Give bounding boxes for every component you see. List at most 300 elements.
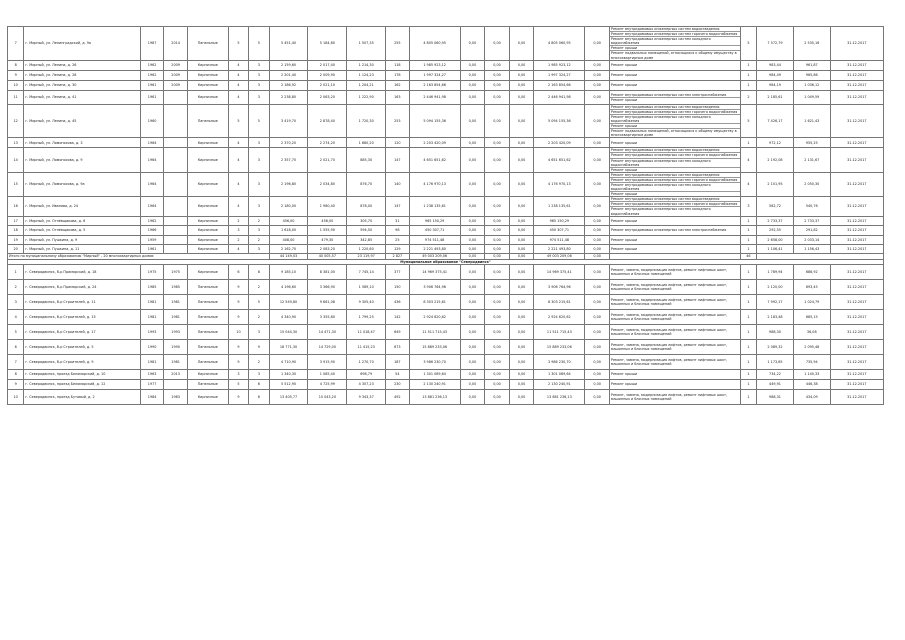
- works-list-cell: [609, 80, 740, 90]
- premises-area-cell: 4 725,99: [308, 379, 347, 389]
- works-list-cell: [609, 324, 740, 339]
- table-row: [8, 339, 884, 354]
- wall-material-cell: Кирпичные: [187, 369, 228, 379]
- limit-cost-cell: 540,76: [793, 197, 830, 216]
- work-item: Ремонт внутридомовых инженерных систем электроснабжения: [610, 93, 740, 98]
- living-area-cell: 1 680,20: [347, 138, 386, 148]
- row-number-cell: 8: [8, 369, 24, 379]
- wall-material-cell: Панельные: [187, 309, 228, 324]
- completion-date-cell: 31.12.2017: [830, 264, 883, 279]
- other-share-cell: 0,00: [585, 148, 610, 172]
- limit-cost-cell: 1 140,33: [793, 369, 830, 379]
- entrances-cell: 6: [249, 379, 269, 389]
- other-share-cell: 0,00: [585, 264, 610, 279]
- unit-cost-cell: 983,44: [757, 60, 794, 70]
- total-area-cell: 2 162,70: [269, 244, 308, 253]
- floors-cell: 4: [228, 80, 248, 90]
- residents-cell: 163: [386, 90, 410, 104]
- limit-cost-cell: 1 024,79: [793, 294, 830, 309]
- floors-cell: 9: [228, 389, 248, 404]
- other-share-cell: 0,00: [585, 138, 610, 148]
- fund-share-cell: 0,00: [460, 60, 485, 70]
- living-area-cell: 11 415,23: [347, 339, 386, 354]
- address-cell: г. Мирный, ул. Иванова, д. 24: [24, 197, 141, 216]
- premises-area-cell: 14 471,30: [308, 324, 347, 339]
- row-number-cell: 12: [8, 104, 24, 138]
- other-share-cell: 0,00: [585, 197, 610, 216]
- year-built-cell: 1962: [140, 60, 164, 70]
- year-built-cell: 1963: [140, 369, 164, 379]
- wall-material-cell: Кирпичные: [187, 172, 228, 196]
- work-item: Ремонт крыши: [610, 218, 638, 223]
- residents-cell: 31: [386, 216, 410, 225]
- completion-date-cell: 31.12.2017: [830, 244, 883, 253]
- row-number-cell: 7: [8, 354, 24, 369]
- local-share-cell: 0,00: [509, 172, 534, 196]
- year-built-cell: 1964: [140, 148, 164, 172]
- table-row: [8, 148, 884, 172]
- completion-date-cell: 31.12.2017: [830, 294, 883, 309]
- regional-share-cell: 0,00: [485, 225, 510, 235]
- works-list-cell: [609, 339, 740, 354]
- table-row: [8, 324, 884, 339]
- work-item: Ремонт крыши: [610, 140, 638, 145]
- address-cell: г. Мирный, ул. Ломоносова, д. 9а: [24, 172, 141, 196]
- other-share-cell: 0,00: [585, 90, 610, 104]
- regional-share-cell: 0,00: [485, 104, 510, 138]
- regional-share-cell: 0,00: [485, 27, 510, 61]
- regional-share-cell: 0,00: [485, 279, 510, 294]
- works-count-cell: 1: [740, 244, 756, 253]
- work-item: Ремонт крыши: [610, 97, 638, 102]
- floors-cell: 4: [228, 70, 248, 80]
- total-cost-cell: 15 889 233,06: [409, 339, 460, 354]
- total-area-cell: 2 370,20: [269, 138, 308, 148]
- fund-share-cell: 0,00: [460, 309, 485, 324]
- total-area-cell: 2 238,80: [269, 90, 308, 104]
- address-cell: г. Мирный, ул. Ломоносова, д. 3: [24, 138, 141, 148]
- total-area-cell: 4 710,90: [269, 354, 308, 369]
- work-item: Ремонт, замена, модернизация лифтов, ремонт лифтовых шахт, машинных и блочных помещений: [610, 342, 728, 351]
- residents-cell: 673: [386, 339, 410, 354]
- wall-material-cell: Кирпичные: [187, 90, 228, 104]
- wall-material-cell: Кирпичные: [187, 148, 228, 172]
- address-cell: г. Северодвинск, б-р Строителей, д. 15: [24, 309, 141, 324]
- local-share-cell: 0,00: [509, 216, 534, 225]
- works-list-cell: [609, 235, 740, 244]
- year-repair-cell: 1981: [164, 354, 188, 369]
- floors-cell: 4: [228, 60, 248, 70]
- entrances-cell: 3: [249, 70, 269, 80]
- total-cost-cell: 1 985 923,12: [409, 60, 460, 70]
- address-cell: г. Мирный, ул. Ленина, д. 41: [24, 90, 141, 104]
- floors-cell: 9: [228, 294, 248, 309]
- wall-material-cell: Кирпичные: [187, 216, 228, 225]
- residents-cell: 147: [386, 148, 410, 172]
- works-list-cell: [609, 389, 740, 404]
- year-built-cell: 1961: [140, 244, 164, 253]
- total-cnt-cell: 46: [740, 253, 756, 259]
- year-repair-cell: 1985: [164, 279, 188, 294]
- other-share-cell: 0,00: [585, 216, 610, 225]
- year-repair-cell: [164, 197, 188, 216]
- residents-cell: 492: [386, 389, 410, 404]
- owners-share-cell: 974 511,48: [534, 235, 585, 244]
- address-cell: г. Северодвинск, б-р Строителей, д. 5: [24, 339, 141, 354]
- limit-cost-cell: 2 050,30: [793, 172, 830, 196]
- unit-cost-cell: 984,19: [757, 80, 794, 90]
- year-built-cell: 1987: [140, 27, 164, 61]
- year-built-cell: 1981: [140, 294, 164, 309]
- table-row: [8, 244, 884, 253]
- local-share-cell: 0,00: [509, 197, 534, 216]
- fund-share-cell: 0,00: [460, 235, 485, 244]
- row-number-cell: 10: [8, 389, 24, 404]
- unit-cost-cell: 2 192,08: [757, 148, 794, 172]
- completion-date-cell: 31.12.2017: [830, 60, 883, 70]
- works-count-cell: 1: [740, 138, 756, 148]
- year-built-cell: 1964: [140, 172, 164, 196]
- residents-cell: 118: [386, 60, 410, 70]
- wall-material-cell: Кирпичные: [187, 80, 228, 90]
- work-item: Ремонт крыши: [610, 167, 638, 172]
- floors-cell: 4: [228, 244, 248, 253]
- table-row: [8, 279, 884, 294]
- work-item: Ремонт, замена, модернизация лифтов, ремонт лифтовых шахт, машинных и блочных помещений: [610, 312, 728, 321]
- table-row: [8, 138, 884, 148]
- residents-cell: 129: [386, 244, 410, 253]
- unit-cost-cell: 7 426,17: [757, 104, 794, 138]
- floors-cell: 2: [228, 235, 248, 244]
- work-item: Ремонт внутридомовых инженерных систем холодного водоснабжения: [610, 159, 740, 168]
- completion-date-cell: 31.12.2017: [830, 197, 883, 216]
- work-item: Ремонт внутридомовых инженерных систем водоотведения: [610, 148, 740, 153]
- floors-cell: 4: [228, 197, 248, 216]
- limit-cost-cell: 2 033,14: [793, 235, 830, 244]
- premises-area-cell: 2 034,80: [308, 172, 347, 196]
- works-count-cell: 1: [740, 294, 756, 309]
- living-area-cell: 876,70: [347, 172, 386, 196]
- total-cost-cell: 974 511,48: [409, 235, 460, 244]
- year-repair-cell: 2009: [164, 60, 188, 70]
- works-count-cell: 3: [740, 197, 756, 216]
- wall-material-cell: Панельные: [187, 279, 228, 294]
- year-repair-cell: [164, 216, 188, 225]
- regional-share-cell: 0,00: [485, 235, 510, 244]
- total-area-cell: 15 044,30: [269, 324, 308, 339]
- fund-share-cell: 0,00: [460, 90, 485, 104]
- work-item: Ремонт, замена, модернизация лифтов, ремонт лифтовых шахт, машинных и блочных помещений: [610, 327, 728, 336]
- work-item: Ремонт, замена, модернизация лифтов, ремонт лифтовых шахт, машинных и блочных помещений: [610, 267, 728, 276]
- works-list-cell: [609, 369, 740, 379]
- work-item: Ремонт крыши: [610, 372, 638, 377]
- total-a2-cell: 40 005,57: [308, 253, 347, 259]
- total-s3-cell: 0,00: [509, 253, 534, 259]
- entrances-cell: 3: [249, 225, 269, 235]
- premises-area-cell: 456,00: [308, 216, 347, 225]
- other-share-cell: 0,00: [585, 294, 610, 309]
- total-cost-cell: 4 176 970,13: [409, 172, 460, 196]
- table-row: [8, 225, 884, 235]
- works-list-cell: [609, 309, 740, 324]
- entrances-cell: 6: [249, 389, 269, 404]
- residents-cell: 187: [386, 354, 410, 369]
- total-cost-cell: 1 301 089,64: [409, 369, 460, 379]
- year-built-cell: 1962: [140, 70, 164, 80]
- unit-cost-cell: 582,72: [757, 197, 794, 216]
- premises-area-cell: 14 729,00: [308, 339, 347, 354]
- year-repair-cell: 1990: [164, 339, 188, 354]
- work-item: Ремонт, замена, модернизация лифтов, ремонт лифтовых шахт, машинных и блочных помещений: [610, 357, 728, 366]
- table-row: [8, 379, 884, 389]
- completion-date-cell: 31.12.2017: [830, 354, 883, 369]
- fund-share-cell: 0,00: [460, 354, 485, 369]
- row-number-cell: 4: [8, 309, 24, 324]
- regional-share-cell: 0,00: [485, 354, 510, 369]
- unit-cost-cell: 292,55: [757, 225, 794, 235]
- year-repair-cell: 1975: [164, 264, 188, 279]
- year-repair-cell: 1983: [164, 389, 188, 404]
- owners-share-cell: 2 446 941,98: [534, 90, 585, 104]
- total-cost-cell: 4 805 060,95: [409, 27, 460, 61]
- address-cell: г. Северодвинск, б-р Приморский, д. 24: [24, 279, 141, 294]
- owners-share-cell: 14 969 375,41: [534, 264, 585, 279]
- unit-cost-cell: 1 106,41: [757, 244, 794, 253]
- limit-cost-cell: 961,87: [793, 60, 830, 70]
- other-share-cell: 0,00: [585, 369, 610, 379]
- total-area-cell: 3 419,70: [269, 104, 308, 138]
- unit-cost-cell: 7 992,17: [757, 294, 794, 309]
- fund-share-cell: 0,00: [460, 369, 485, 379]
- floors-cell: 3: [228, 225, 248, 235]
- row-number-cell: 15: [8, 172, 24, 196]
- entrances-cell: 3: [249, 324, 269, 339]
- completion-date-cell: 31.12.2017: [830, 235, 883, 244]
- address-cell: г. Мирный, ул. Ломоносова, д. 9: [24, 148, 141, 172]
- residents-cell: 436: [386, 294, 410, 309]
- address-cell: г. Северодвинск, б-р Строителей, д. 11: [24, 294, 141, 309]
- works-list-cell: [609, 90, 740, 104]
- local-share-cell: 0,00: [509, 294, 534, 309]
- living-area-cell: 594,50: [347, 225, 386, 235]
- total-cost-cell: 5 094 155,36: [409, 104, 460, 138]
- work-item: Ремонт крыши: [610, 246, 638, 251]
- premises-area-cell: 2 021,70: [308, 148, 347, 172]
- entrances-cell: 2: [249, 279, 269, 294]
- work-item: Ремонт крыши: [610, 192, 638, 197]
- limit-cost-cell: 735,94: [793, 354, 830, 369]
- year-built-cell: 1990: [140, 339, 164, 354]
- year-repair-cell: 1981: [164, 309, 188, 324]
- works-count-cell: 1: [740, 339, 756, 354]
- wall-material-cell: Кирпичные: [187, 138, 228, 148]
- wall-material-cell: Панельные: [187, 294, 228, 309]
- fund-share-cell: 0,00: [460, 294, 485, 309]
- floors-cell: 4: [228, 172, 248, 196]
- table-row: [8, 216, 884, 225]
- completion-date-cell: 31.12.2017: [830, 90, 883, 104]
- completion-date-cell: 31.12.2017: [830, 104, 883, 138]
- year-built-cell: 1959: [140, 235, 164, 244]
- work-item: Ремонт внутридомовых инженерных систем холодного водоснабжения: [610, 183, 740, 192]
- local-share-cell: 0,00: [509, 309, 534, 324]
- table-row: [8, 309, 884, 324]
- local-share-cell: 0,00: [509, 148, 534, 172]
- residents-cell: 253: [386, 104, 410, 138]
- completion-date-cell: 31.12.2017: [830, 389, 883, 404]
- works-list-cell: [609, 244, 740, 253]
- works-count-cell: 1: [740, 309, 756, 324]
- works-count-cell: 4: [740, 172, 756, 196]
- floors-cell: 5: [228, 379, 248, 389]
- works-list-cell: [609, 60, 740, 70]
- total-area-cell: 2 180,00: [269, 197, 308, 216]
- year-built-cell: 1984: [140, 389, 164, 404]
- total-a1-cell: 44 149,03: [269, 253, 308, 259]
- works-list-cell: [609, 70, 740, 80]
- row-number-cell: 20: [8, 244, 24, 253]
- row-number-cell: 9: [8, 379, 24, 389]
- address-cell: г. Северодвинск, б-р Строителей, д. 17: [24, 324, 141, 339]
- wall-material-cell: Кирпичные: [187, 225, 228, 235]
- total-cost-cell: 1 997 324,27: [409, 70, 460, 80]
- total-s2-cell: 0,00: [485, 253, 510, 259]
- completion-date-cell: 31.12.2017: [830, 27, 883, 61]
- address-cell: г. Северодвинск, б-р Строителей, д. 9: [24, 354, 141, 369]
- work-item: Ремонт внутридомовых инженерных систем горячего водоснабжения: [610, 153, 740, 158]
- regional-share-cell: 0,00: [485, 197, 510, 216]
- row-number-cell: 9: [8, 70, 24, 80]
- address-cell: г. Мирный, ул. Пушкина, д. 11: [24, 244, 141, 253]
- local-share-cell: 0,00: [509, 80, 534, 90]
- premises-area-cell: 3 915,90: [308, 354, 347, 369]
- limit-cost-cell: 291,82: [793, 225, 830, 235]
- total-a3-cell: 23 119,97: [347, 253, 386, 259]
- regional-share-cell: 0,00: [485, 244, 510, 253]
- works-count-cell: 1: [740, 216, 756, 225]
- unit-cost-cell: 1 789,94: [757, 264, 794, 279]
- address-cell: г. Мирный, ул. Ленина, д. 45: [24, 104, 141, 138]
- year-repair-cell: [164, 379, 188, 389]
- premises-area-cell: 10 043,20: [308, 389, 347, 404]
- wall-material-cell: Кирпичные: [187, 70, 228, 80]
- row-number-cell: 14: [8, 148, 24, 172]
- regional-share-cell: 0,00: [485, 148, 510, 172]
- unit-cost-cell: 988,30: [757, 324, 794, 339]
- other-share-cell: 0,00: [585, 235, 610, 244]
- address-cell: г. Мирный, ул. Пушкина, д. 9: [24, 235, 141, 244]
- entrances-cell: 3: [249, 244, 269, 253]
- owners-share-cell: 4 651 651,62: [534, 148, 585, 172]
- row-number-cell: 13: [8, 138, 24, 148]
- regional-share-cell: 0,00: [485, 379, 510, 389]
- unit-cost-cell: 1 173,85: [757, 354, 794, 369]
- works-list-cell: [609, 104, 740, 138]
- year-built-cell: 1977: [140, 379, 164, 389]
- regional-share-cell: 0,00: [485, 369, 510, 379]
- wall-material-cell: Кирпичные: [187, 389, 228, 404]
- regional-share-cell: 0,00: [485, 264, 510, 279]
- completion-date-cell: 31.12.2017: [830, 70, 883, 80]
- year-repair-cell: [164, 235, 188, 244]
- unit-cost-cell: 2 089,32: [757, 339, 794, 354]
- works-count-cell: 2: [740, 90, 756, 104]
- limit-cost-cell: 955,25: [793, 138, 830, 148]
- works-count-cell: 1: [740, 369, 756, 379]
- other-share-cell: 0,00: [585, 379, 610, 389]
- year-repair-cell: 2009: [164, 70, 188, 80]
- table-row: [8, 354, 884, 369]
- unit-cost-cell: 7 572,79: [757, 27, 794, 61]
- year-repair-cell: [164, 244, 188, 253]
- unit-cost-cell: 2 120,00: [757, 279, 794, 294]
- other-share-cell: 0,00: [585, 104, 610, 138]
- limit-cost-cell: 1 156,43: [793, 244, 830, 253]
- year-repair-cell: 1993: [164, 324, 188, 339]
- total-label-cell: Итого по муниципальному образованию "Мирный" - 20 многоквартирных домов:: [8, 253, 270, 259]
- premises-area-cell: 9 861,08: [308, 294, 347, 309]
- residents-cell: 649: [386, 324, 410, 339]
- address-cell: г. Мирный, ул. Ленинградский, д. 9а: [24, 27, 141, 61]
- fund-share-cell: 0,00: [460, 70, 485, 80]
- total-area-cell: 4 340,90: [269, 309, 308, 324]
- residents-cell: 120: [386, 138, 410, 148]
- row-number-cell: 5: [8, 324, 24, 339]
- local-share-cell: 0,00: [509, 138, 534, 148]
- other-share-cell: 0,00: [585, 309, 610, 324]
- total-s5-cell: 0,00: [585, 253, 610, 259]
- total-cost-cell: 14 969 375,41: [409, 264, 460, 279]
- local-share-cell: 0,00: [509, 90, 534, 104]
- address-cell: г. Мирный, ул. Ленина, д. 26: [24, 60, 141, 70]
- floors-cell: 3: [228, 369, 248, 379]
- living-area-cell: 885,30: [347, 148, 386, 172]
- premises-area-cell: 2 021,10: [308, 80, 347, 90]
- limit-cost-cell: 965,86: [793, 70, 830, 80]
- table-row: [8, 172, 884, 196]
- year-repair-cell: 2013: [164, 369, 188, 379]
- entrances-cell: 3: [249, 80, 269, 90]
- other-share-cell: 0,00: [585, 389, 610, 404]
- work-item: Ремонт внутридомовых инженерных систем водоотведения: [610, 105, 740, 110]
- total-cost-cell: 49 003 209,06: [409, 253, 460, 259]
- residents-cell: 255: [386, 27, 410, 61]
- row-number-cell: 16: [8, 197, 24, 216]
- total-cost-cell: 450 307,71: [409, 225, 460, 235]
- regional-share-cell: 0,00: [485, 389, 510, 404]
- work-item: Ремонт крыши: [610, 46, 740, 51]
- year-repair-cell: [164, 225, 188, 235]
- table-row: [8, 294, 884, 309]
- row-number-cell: 10: [8, 80, 24, 90]
- works-list-cell: [609, 354, 740, 369]
- unit-cost-cell: 988,31: [757, 389, 794, 404]
- fund-share-cell: 0,00: [460, 148, 485, 172]
- works-list-cell: [609, 172, 740, 196]
- fund-share-cell: 0,00: [460, 27, 485, 61]
- table-row: [8, 60, 884, 70]
- other-share-cell: 0,00: [585, 279, 610, 294]
- works-count-cell: 1: [740, 70, 756, 80]
- unit-cost-cell: 2 658,00: [757, 235, 794, 244]
- year-repair-cell: [164, 148, 188, 172]
- floors-cell: 5: [228, 27, 248, 61]
- row-number-cell: 11: [8, 90, 24, 104]
- row-number-cell: 3: [8, 294, 24, 309]
- floors-cell: 10: [228, 324, 248, 339]
- work-item: Ремонт внутридомовых инженерных систем горячего водоснабжения: [610, 178, 740, 183]
- limit-cost-cell: 1 049,59: [793, 90, 830, 104]
